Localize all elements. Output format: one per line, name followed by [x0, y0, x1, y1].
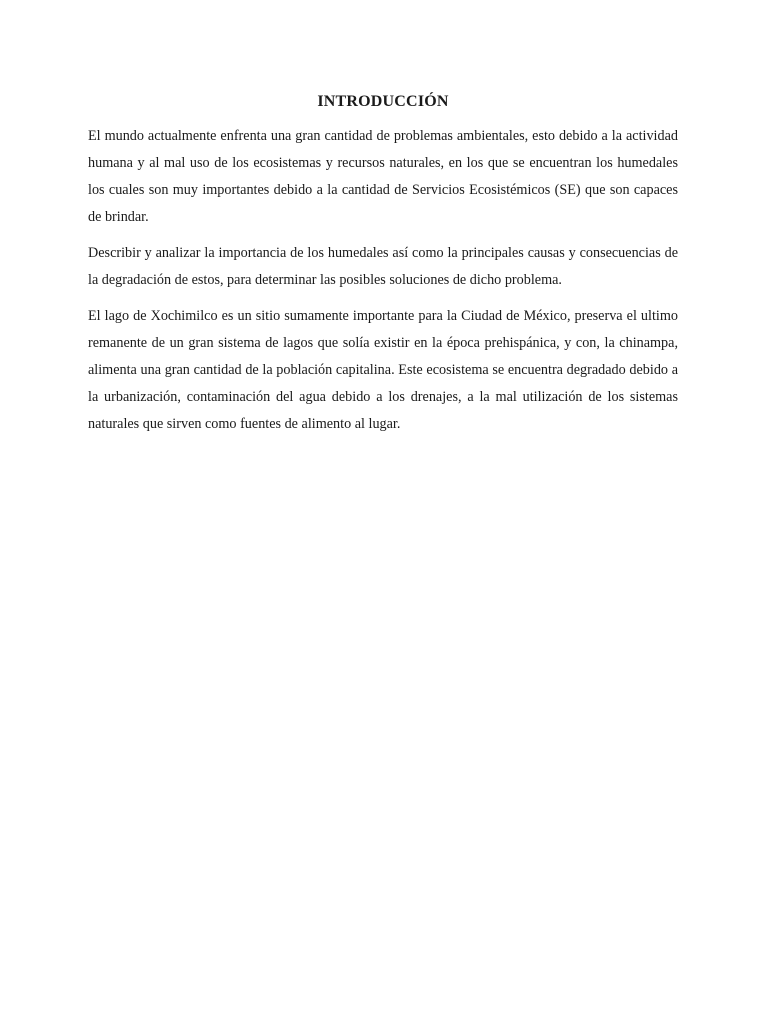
paragraph-2: Describir y analizar la importancia de los humedales así como la principales causas y consecuencias de la degradación de estos, para determinar las posibles soluciones de dicho problema. — [88, 245, 678, 288]
paragraph-3: El lago de Xochimilco es un sitio sumamente importante para la Ciudad de México, preserva el ultimo remanente de un gran sistema de lagos que solía existir en la época prehispánica, y con, la chinampa, alimenta una gran cantidad de la población capitalina. Este ecosistema se encuentra degradado debido a la urbanización, contaminación del agua debido a los drenajes, a la mal utilización de los sistemas naturales que sirven como fuentes de alimento al lugar. — [88, 308, 678, 432]
document-title: INTRODUCCIÓN — [317, 93, 449, 110]
paragraph-1: El mundo actualmente enfrenta una gran cantidad de problemas ambientales, esto debido a la actividad humana y al mal uso de los ecosistemas y recursos naturales, en los que se encuentran los humedales los cuales son muy importantes debido a la cantidad de Servicios Ecosistémicos (SE) que son capaces de brindar. — [88, 128, 678, 225]
document-page — [88, 90, 678, 447]
